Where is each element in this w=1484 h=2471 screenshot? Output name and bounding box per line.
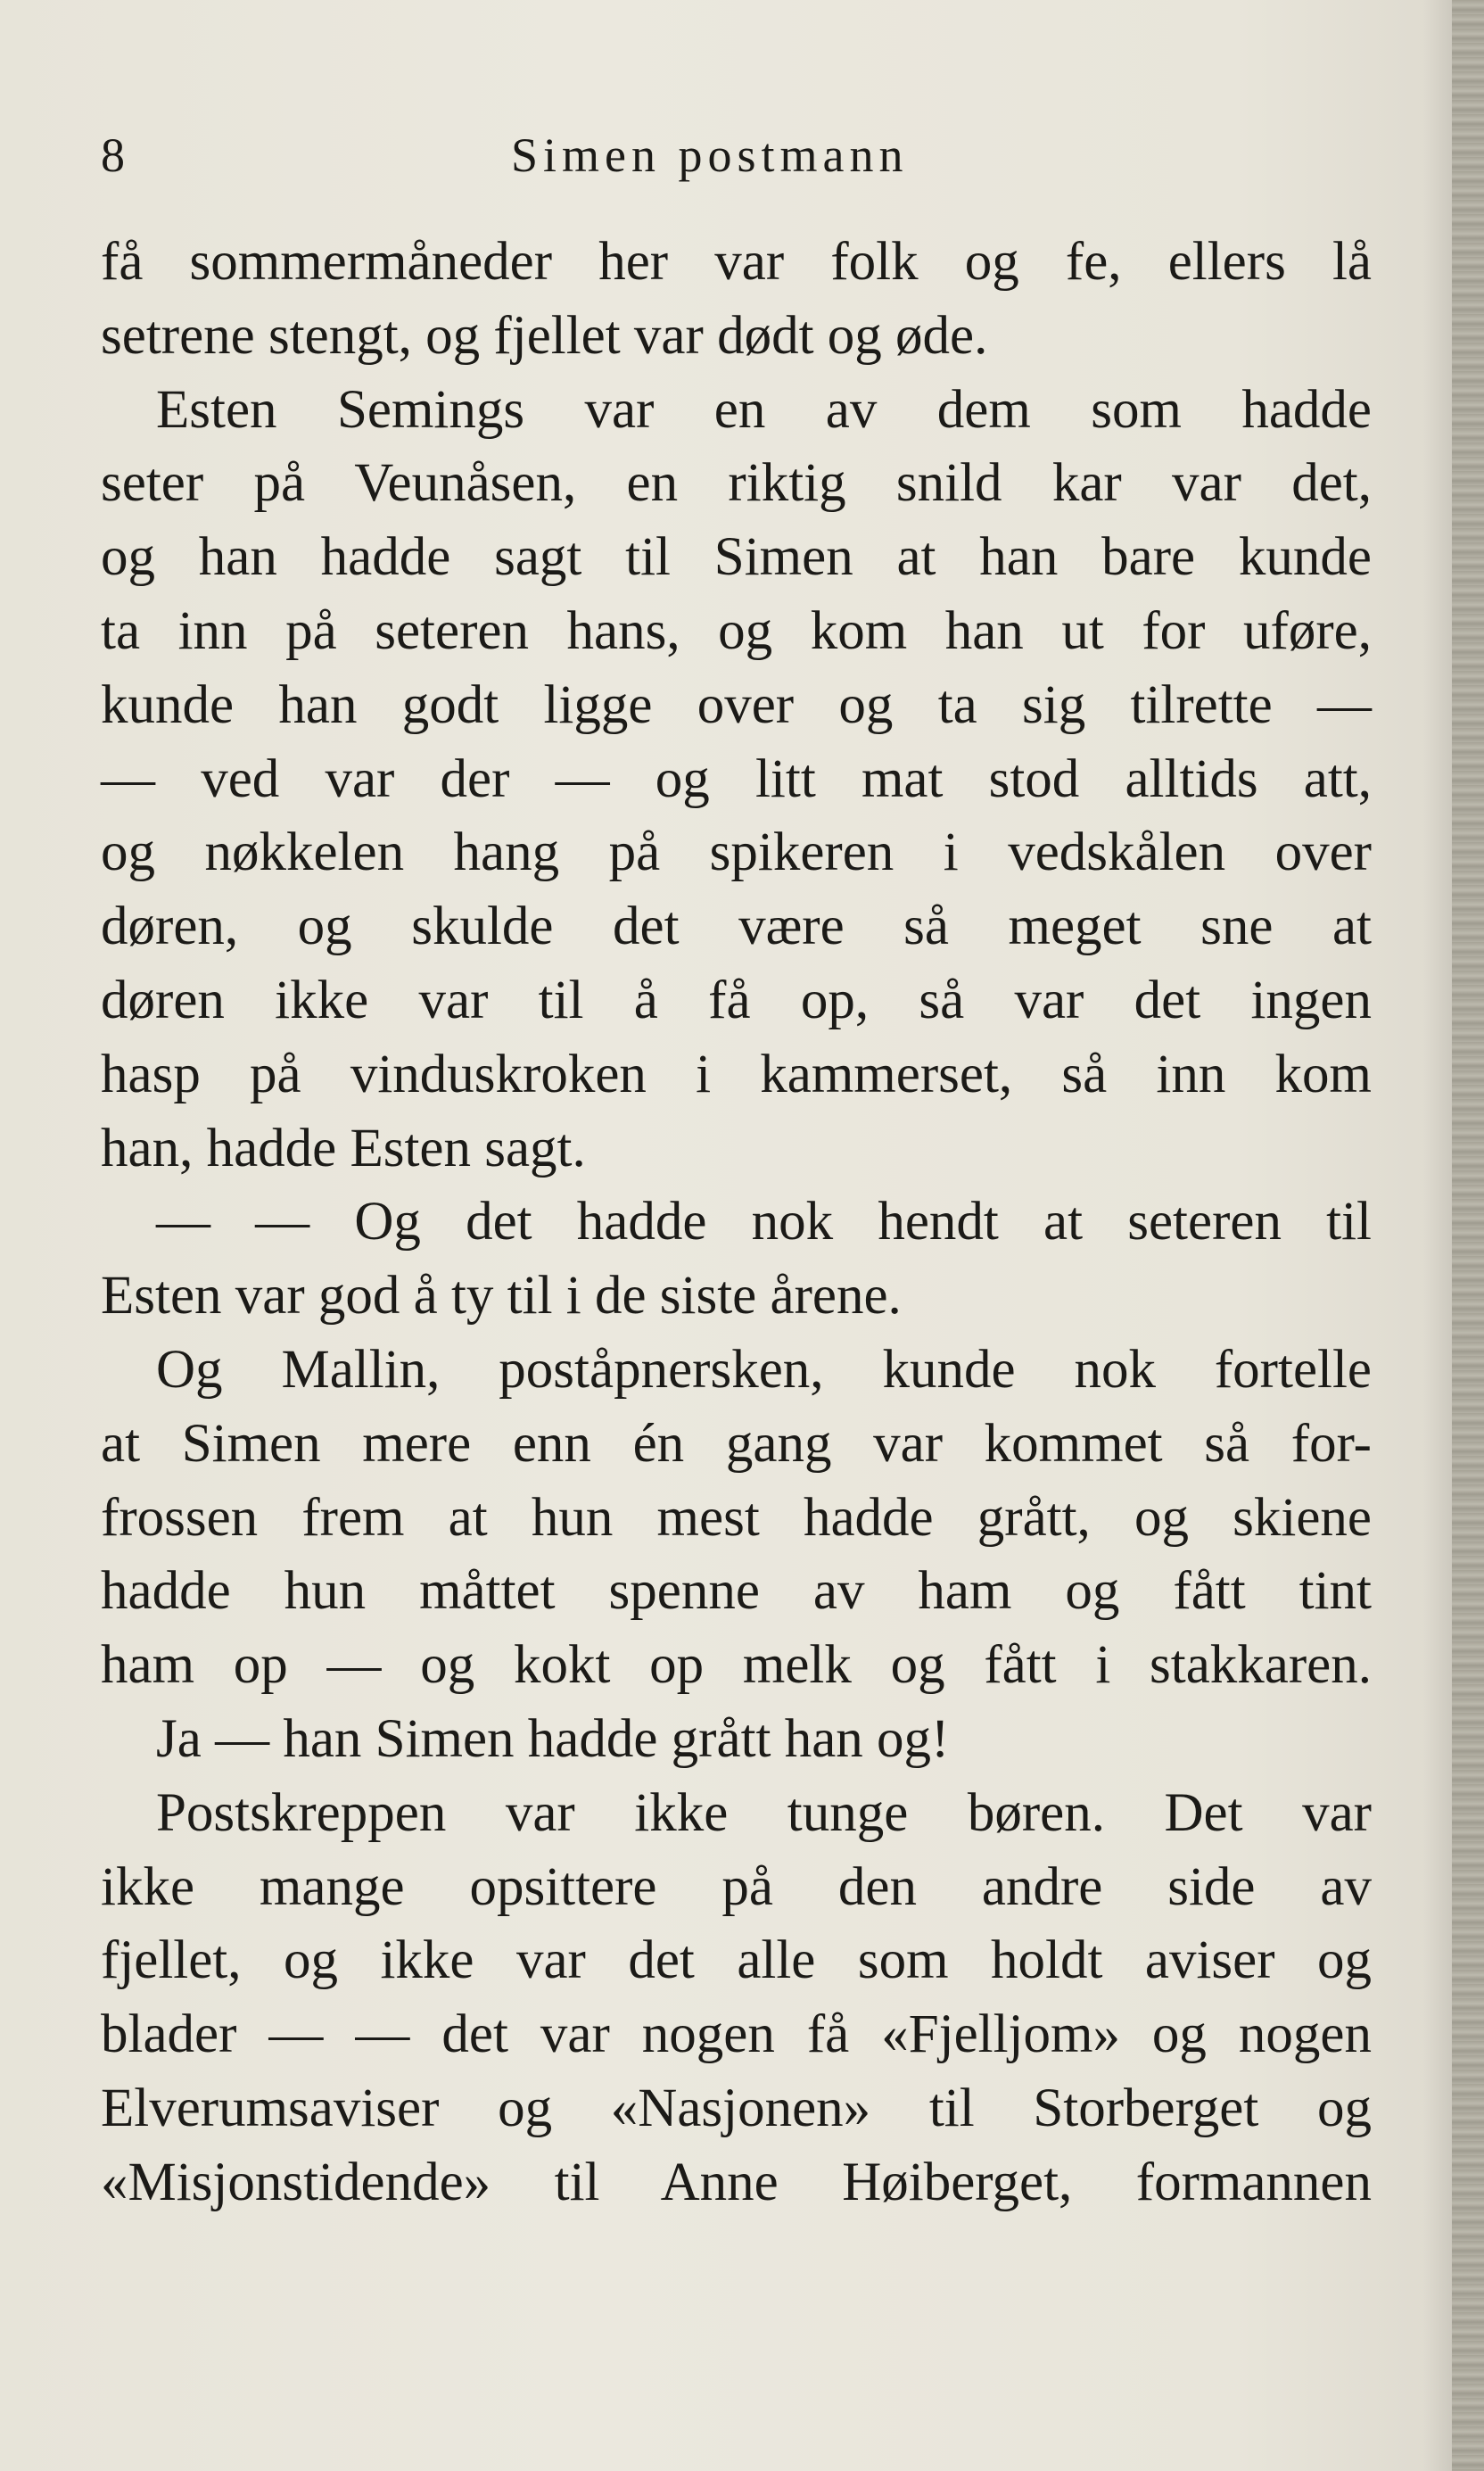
text-line: døren ikke var til å få op, så var det ingen [101, 970, 1372, 1030]
book-spine [1452, 0, 1484, 2471]
page-gutter-shadow [1423, 0, 1452, 2471]
text-line: — — Og det hadde nok hendt at seteren til [156, 1192, 1372, 1252]
text-line: Elverumsaviser og «Nasjonen» til Storberget og [101, 2078, 1372, 2138]
page-header [101, 120, 1367, 191]
text-line: hasp på vinduskroken i kammerset, så inn kom [101, 1044, 1372, 1104]
text-line: at Simen mere enn én gang var kommet så for- [101, 1413, 1372, 1474]
page-number: 8 [101, 128, 125, 182]
text-line: ikke mange opsittere på den andre side av [101, 1856, 1372, 1917]
text-line: og han hadde sagt til Simen at han bare kunde [101, 527, 1372, 588]
text-line: døren, og skulde det være så meget sne at [101, 897, 1372, 957]
text-line: Postskreppen var ikke tunge børen. Det var [156, 1782, 1372, 1843]
text-line: kunde han godt ligge over og ta sig tilrette — [101, 674, 1372, 735]
text-line: seter på Veunåsen, en riktig snild kar var det, [101, 453, 1372, 514]
text-line: Esten var god å ty til i de siste årene. [101, 1266, 902, 1326]
text-line: hadde hun måttet spenne av ham og fått tint [101, 1561, 1372, 1622]
text-line: Og Mallin, poståpnersken, kunde nok fortelle [156, 1339, 1372, 1400]
text-line: fjellet, og ikke var det alle som holdt aviser og [101, 1930, 1372, 1991]
text-line: ta inn på seteren hans, og kom han ut for uføre, [101, 600, 1372, 661]
text-line: Esten Semings var en av dem som hadde [156, 379, 1372, 440]
text-line: setrene stengt, og fjellet var dødt og øde. [101, 305, 988, 366]
body-text [101, 226, 1372, 2220]
text-line: ham op — og kokt op melk og fått i stakkaren. [101, 1635, 1372, 1696]
text-line: «Misjonstidende» til Anne Høiberget, formannen [101, 2152, 1372, 2212]
text-line: — ved var der — og litt mat stod alltids att, [101, 748, 1372, 809]
text-line: han, hadde Esten sagt. [101, 1118, 586, 1178]
text-line: og nøkkelen hang på spikeren i vedskålen over [101, 822, 1372, 883]
text-line: blader — — det var nogen få «Fjelljom» og nogen [101, 2004, 1372, 2065]
running-title: Simen postmann [511, 128, 909, 182]
text-line: få sommermåneder her var folk og fe, ellers lå [101, 232, 1372, 292]
text-line: Ja — han Simen hadde grått han og! [156, 1708, 950, 1769]
text-line: frossen frem at hun mest hadde grått, og skiene [101, 1487, 1372, 1548]
